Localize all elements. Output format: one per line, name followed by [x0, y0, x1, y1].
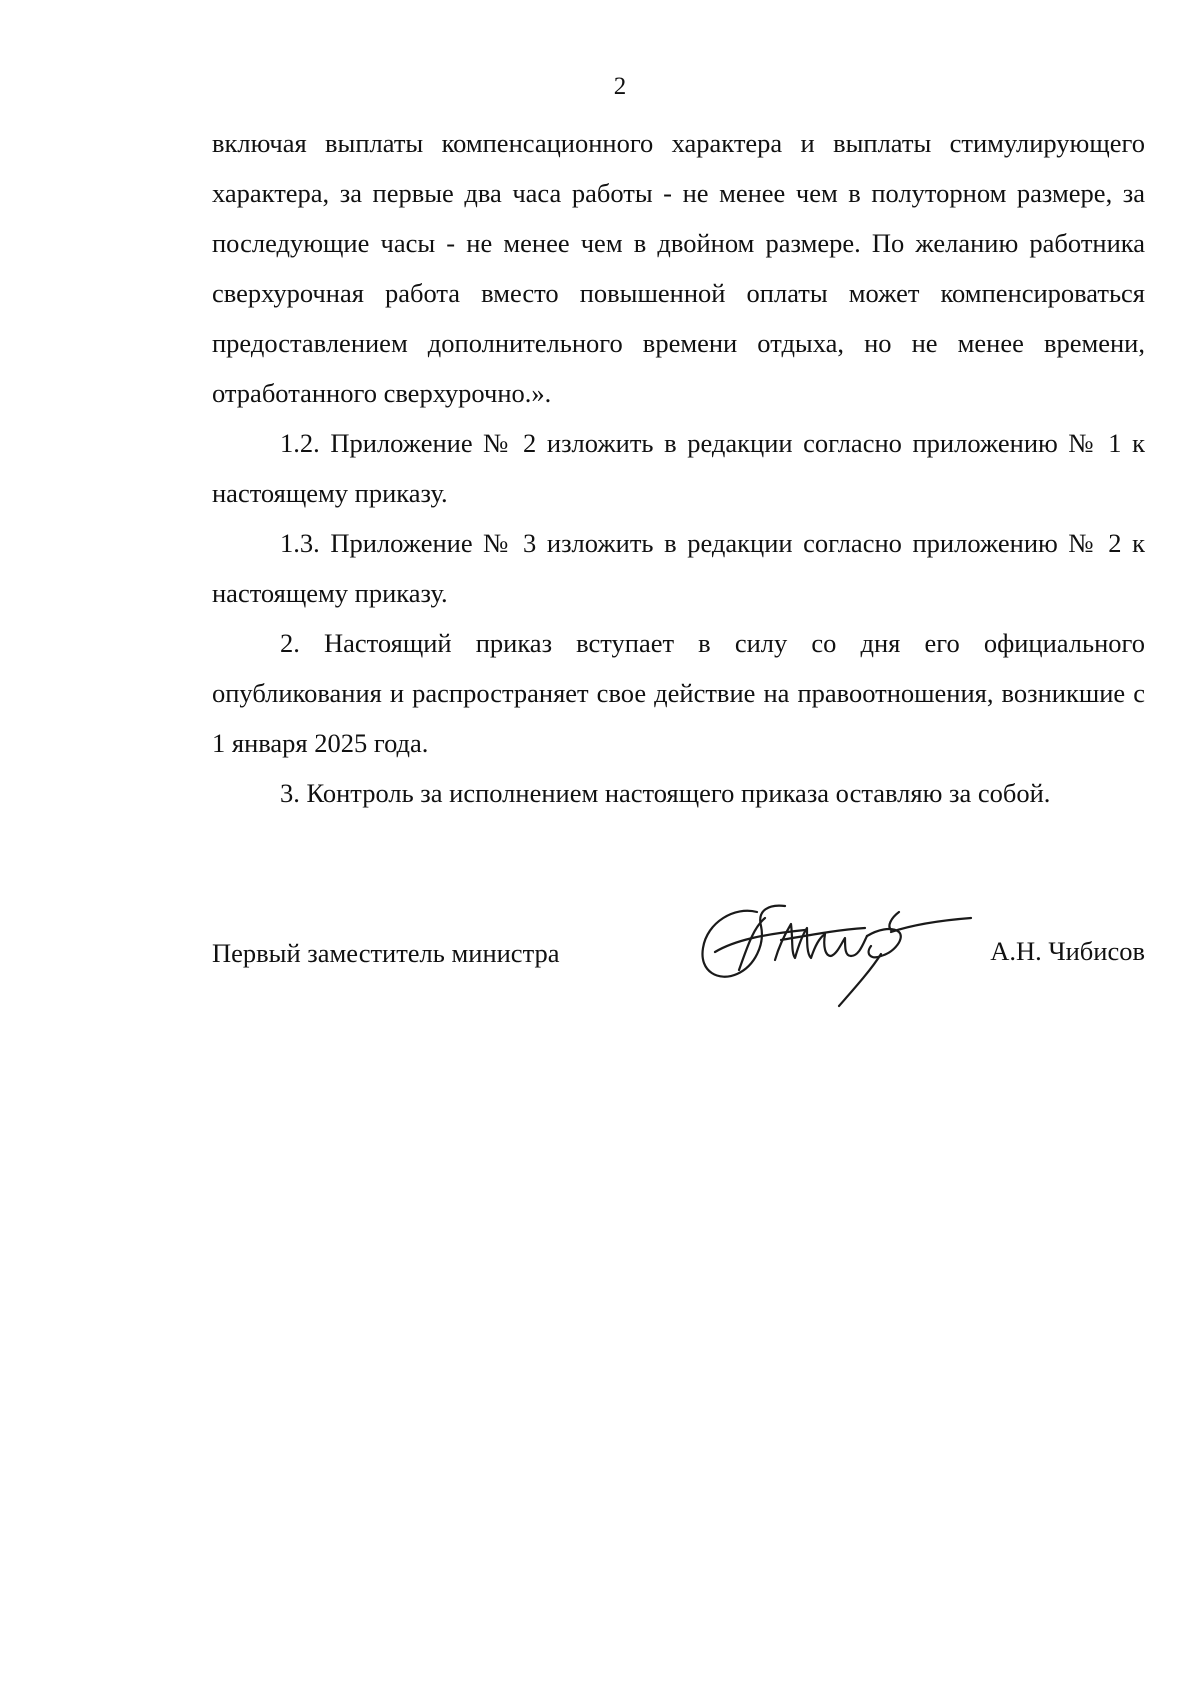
paragraph-item-2: 2. Настоящий приказ вступает в силу со дня его официального опубликования и распространяет свое действие на правоотношения, возникшие с 1 января 2025 года.	[212, 628, 1145, 758]
signature-block	[212, 900, 1145, 1020]
paragraph-continuation: включая выплаты компенсационного характера и выплаты стимулирующего характера, за первые два часа работы - не менее чем в полуторном размере, за последующие часы - не менее чем в двойном размере. По желанию работника сверхурочная работа вместо повышенной оплаты может компенсироваться предоставлением дополнительного времени отдыха, но не менее времени, отработанного сверхурочно.».	[212, 128, 1145, 408]
page-number: 2	[613, 73, 627, 100]
paragraph-item-1-2: 1.2. Приложение № 2 изложить в редакции согласно приложению № 1 к настоящему приказу.	[212, 428, 1145, 508]
document-body	[212, 118, 1145, 818]
signatory-name: А.Н. Чибисов	[990, 936, 1145, 966]
paragraph-item-3: 3. Контроль за исполнением настоящего приказа оставляю за собой.	[280, 778, 1051, 808]
signatory-position: Первый заместитель министра	[212, 938, 560, 968]
paragraph-item-1-3: 1.3. Приложение № 3 изложить в редакции согласно приложению № 2 к настоящему приказу.	[212, 528, 1145, 608]
handwritten-signature	[695, 900, 975, 1010]
